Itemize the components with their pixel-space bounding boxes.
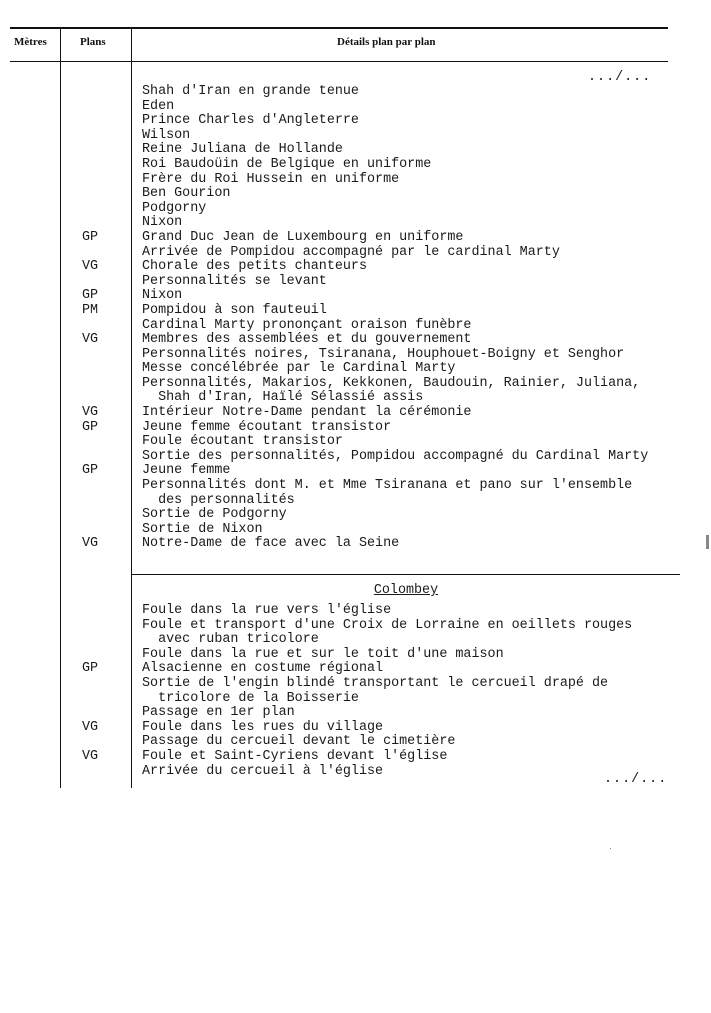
- shot-description: tricolore de la Boisserie: [142, 690, 359, 706]
- shot-description: Sortie de Nixon: [142, 521, 263, 537]
- shot-description: Passage du cercueil devant le cimetière: [142, 734, 456, 750]
- plan-code: [60, 275, 130, 290]
- plan-code: [60, 677, 130, 692]
- details-column-block2: [142, 604, 702, 779]
- shot-description: Shah d'Iran, Haïlé Sélassié assis: [142, 390, 424, 406]
- shot-description: Personnalités noires, Tsiranana, Houphouet-Boigny et Senghor: [142, 346, 625, 362]
- plans-column-block2: [60, 604, 130, 779]
- plan-code: [60, 633, 130, 648]
- plan-code: [60, 85, 130, 100]
- shot-description: Personnalités se levant: [142, 273, 327, 289]
- plan-code: [60, 765, 130, 780]
- plan-code: PM: [82, 302, 99, 318]
- shot-description: des personnalités: [142, 492, 295, 508]
- shot-description: Jeune femme: [142, 463, 231, 479]
- plan-code: VG: [82, 332, 99, 348]
- shot-description: Wilson: [142, 127, 191, 143]
- plan-code: [60, 348, 130, 363]
- details-column-block1: [142, 85, 702, 552]
- scan-speck: [610, 848, 611, 849]
- shot-description: Passage en 1er plan: [142, 705, 295, 721]
- plan-code: GP: [82, 419, 99, 435]
- shot-description: Jeune femme écoutant transistor: [142, 419, 392, 435]
- plan-code: [60, 377, 130, 392]
- shot-description: Foule et transport d'une Croix de Lorraine en oeillets rouges: [142, 617, 633, 633]
- section-rule: [132, 574, 680, 575]
- shot-description: Eden: [142, 98, 175, 114]
- plan-code: [60, 435, 130, 450]
- plan-code: [60, 479, 130, 494]
- shot-description: Frère du Roi Hussein en uniforme: [142, 171, 400, 187]
- plan-code: [60, 450, 130, 465]
- shot-description: Roi Baudoüin de Belgique en uniforme: [142, 156, 432, 172]
- plan-code: [60, 246, 130, 261]
- plan-code: [60, 362, 130, 377]
- shot-description: Alsacienne en costume régional: [142, 661, 384, 677]
- shot-description: Arrivée de Pompidou accompagné par le cardinal Marty: [142, 244, 560, 260]
- shot-description: Nixon: [142, 215, 183, 231]
- plan-code: VG: [82, 748, 99, 764]
- shot-description: Arrivée du cercueil à l'église: [142, 763, 384, 779]
- plan-code: GP: [82, 229, 99, 245]
- continuation-top: .../...: [588, 70, 652, 85]
- shot-description: Nixon: [142, 288, 183, 304]
- section-title: [132, 583, 680, 598]
- shot-description: Podgorny: [142, 200, 207, 216]
- shot-description: Sortie de l'engin blindé transportant le cercueil drapé de: [142, 675, 609, 691]
- plan-code: GP: [82, 463, 99, 479]
- shot-description: Grand Duc Jean de Luxembourg en uniforme: [142, 229, 464, 245]
- shot-description: Foule dans les rues du village: [142, 719, 384, 735]
- plan-code: [60, 187, 130, 202]
- scan-speck: [706, 535, 709, 549]
- plan-code: VG: [82, 259, 99, 275]
- plan-code: [60, 173, 130, 188]
- section-title-text: Colombey: [373, 583, 439, 598]
- plan-code: [60, 619, 130, 634]
- header-details: Détails plan par plan: [337, 36, 436, 48]
- plan-code: [60, 735, 130, 750]
- plan-code: [60, 319, 130, 334]
- shot-description: Chorale des petits chanteurs: [142, 259, 367, 275]
- plan-code: VG: [82, 719, 99, 735]
- shot-description: Pompidou à son fauteuil: [142, 302, 327, 318]
- plan-code: VG: [82, 536, 99, 552]
- plan-code: [60, 692, 130, 707]
- plan-code: [60, 648, 130, 663]
- header-metres: Mètres: [14, 36, 47, 48]
- plan-code: [60, 143, 130, 158]
- plan-code: VG: [82, 405, 99, 421]
- shot-description: avec ruban tricolore: [142, 632, 319, 648]
- shot-description: Foule et Saint-Cyriens devant l'église: [142, 748, 448, 764]
- continuation-bottom: .../...: [604, 772, 668, 787]
- shot-description: Foule écoutant transistor: [142, 434, 343, 450]
- plans-column-block1: [60, 85, 130, 552]
- plan-code: [60, 100, 130, 115]
- plan-code: GP: [82, 288, 99, 304]
- plan-code: [60, 604, 130, 619]
- plan-code: [60, 523, 130, 538]
- header-rule: [10, 61, 668, 62]
- plan-code: [60, 129, 130, 144]
- shot-description: Personnalités dont M. et Mme Tsiranana et pano sur l'ensemble: [142, 478, 633, 494]
- shot-description: Sortie des personnalités, Pompidou accompagné du Cardinal Marty: [142, 448, 649, 464]
- shot-description: Cardinal Marty prononçant oraison funèbre: [142, 317, 472, 333]
- shot-description: Ben Gourion: [142, 186, 231, 202]
- divider-plans-details: [131, 28, 132, 788]
- shot-description: Foule dans la rue et sur le toit d'une maison: [142, 646, 504, 662]
- plan-code: [60, 202, 130, 217]
- header-plans: Plans: [80, 36, 106, 48]
- shot-description: Intérieur Notre-Dame pendant la cérémonie: [142, 405, 472, 421]
- shot-description: Shah d'Iran en grande tenue: [142, 84, 359, 99]
- shot-description: Messe concélébrée par le Cardinal Marty: [142, 361, 456, 377]
- plan-code: [60, 114, 130, 129]
- shot-description: Foule dans la rue vers l'église: [142, 603, 392, 618]
- shot-description: Prince Charles d'Angleterre: [142, 113, 359, 129]
- shot-description: Reine Juliana de Hollande: [142, 142, 343, 158]
- plan-code: [60, 158, 130, 173]
- shot-description: Notre-Dame de face avec la Seine: [142, 536, 400, 552]
- plan-code: [60, 391, 130, 406]
- plan-code: [60, 706, 130, 721]
- plan-code: [60, 216, 130, 231]
- shot-description: Personnalités, Makarios, Kekkonen, Baudouin, Rainier, Juliana,: [142, 375, 641, 391]
- shot-description: Membres des assemblées et du gouvernement: [142, 332, 472, 348]
- shot-description: Sortie de Podgorny: [142, 507, 287, 523]
- plan-code: [60, 508, 130, 523]
- plan-code: GP: [82, 661, 99, 677]
- top-rule: [10, 27, 668, 29]
- plan-code: [60, 494, 130, 509]
